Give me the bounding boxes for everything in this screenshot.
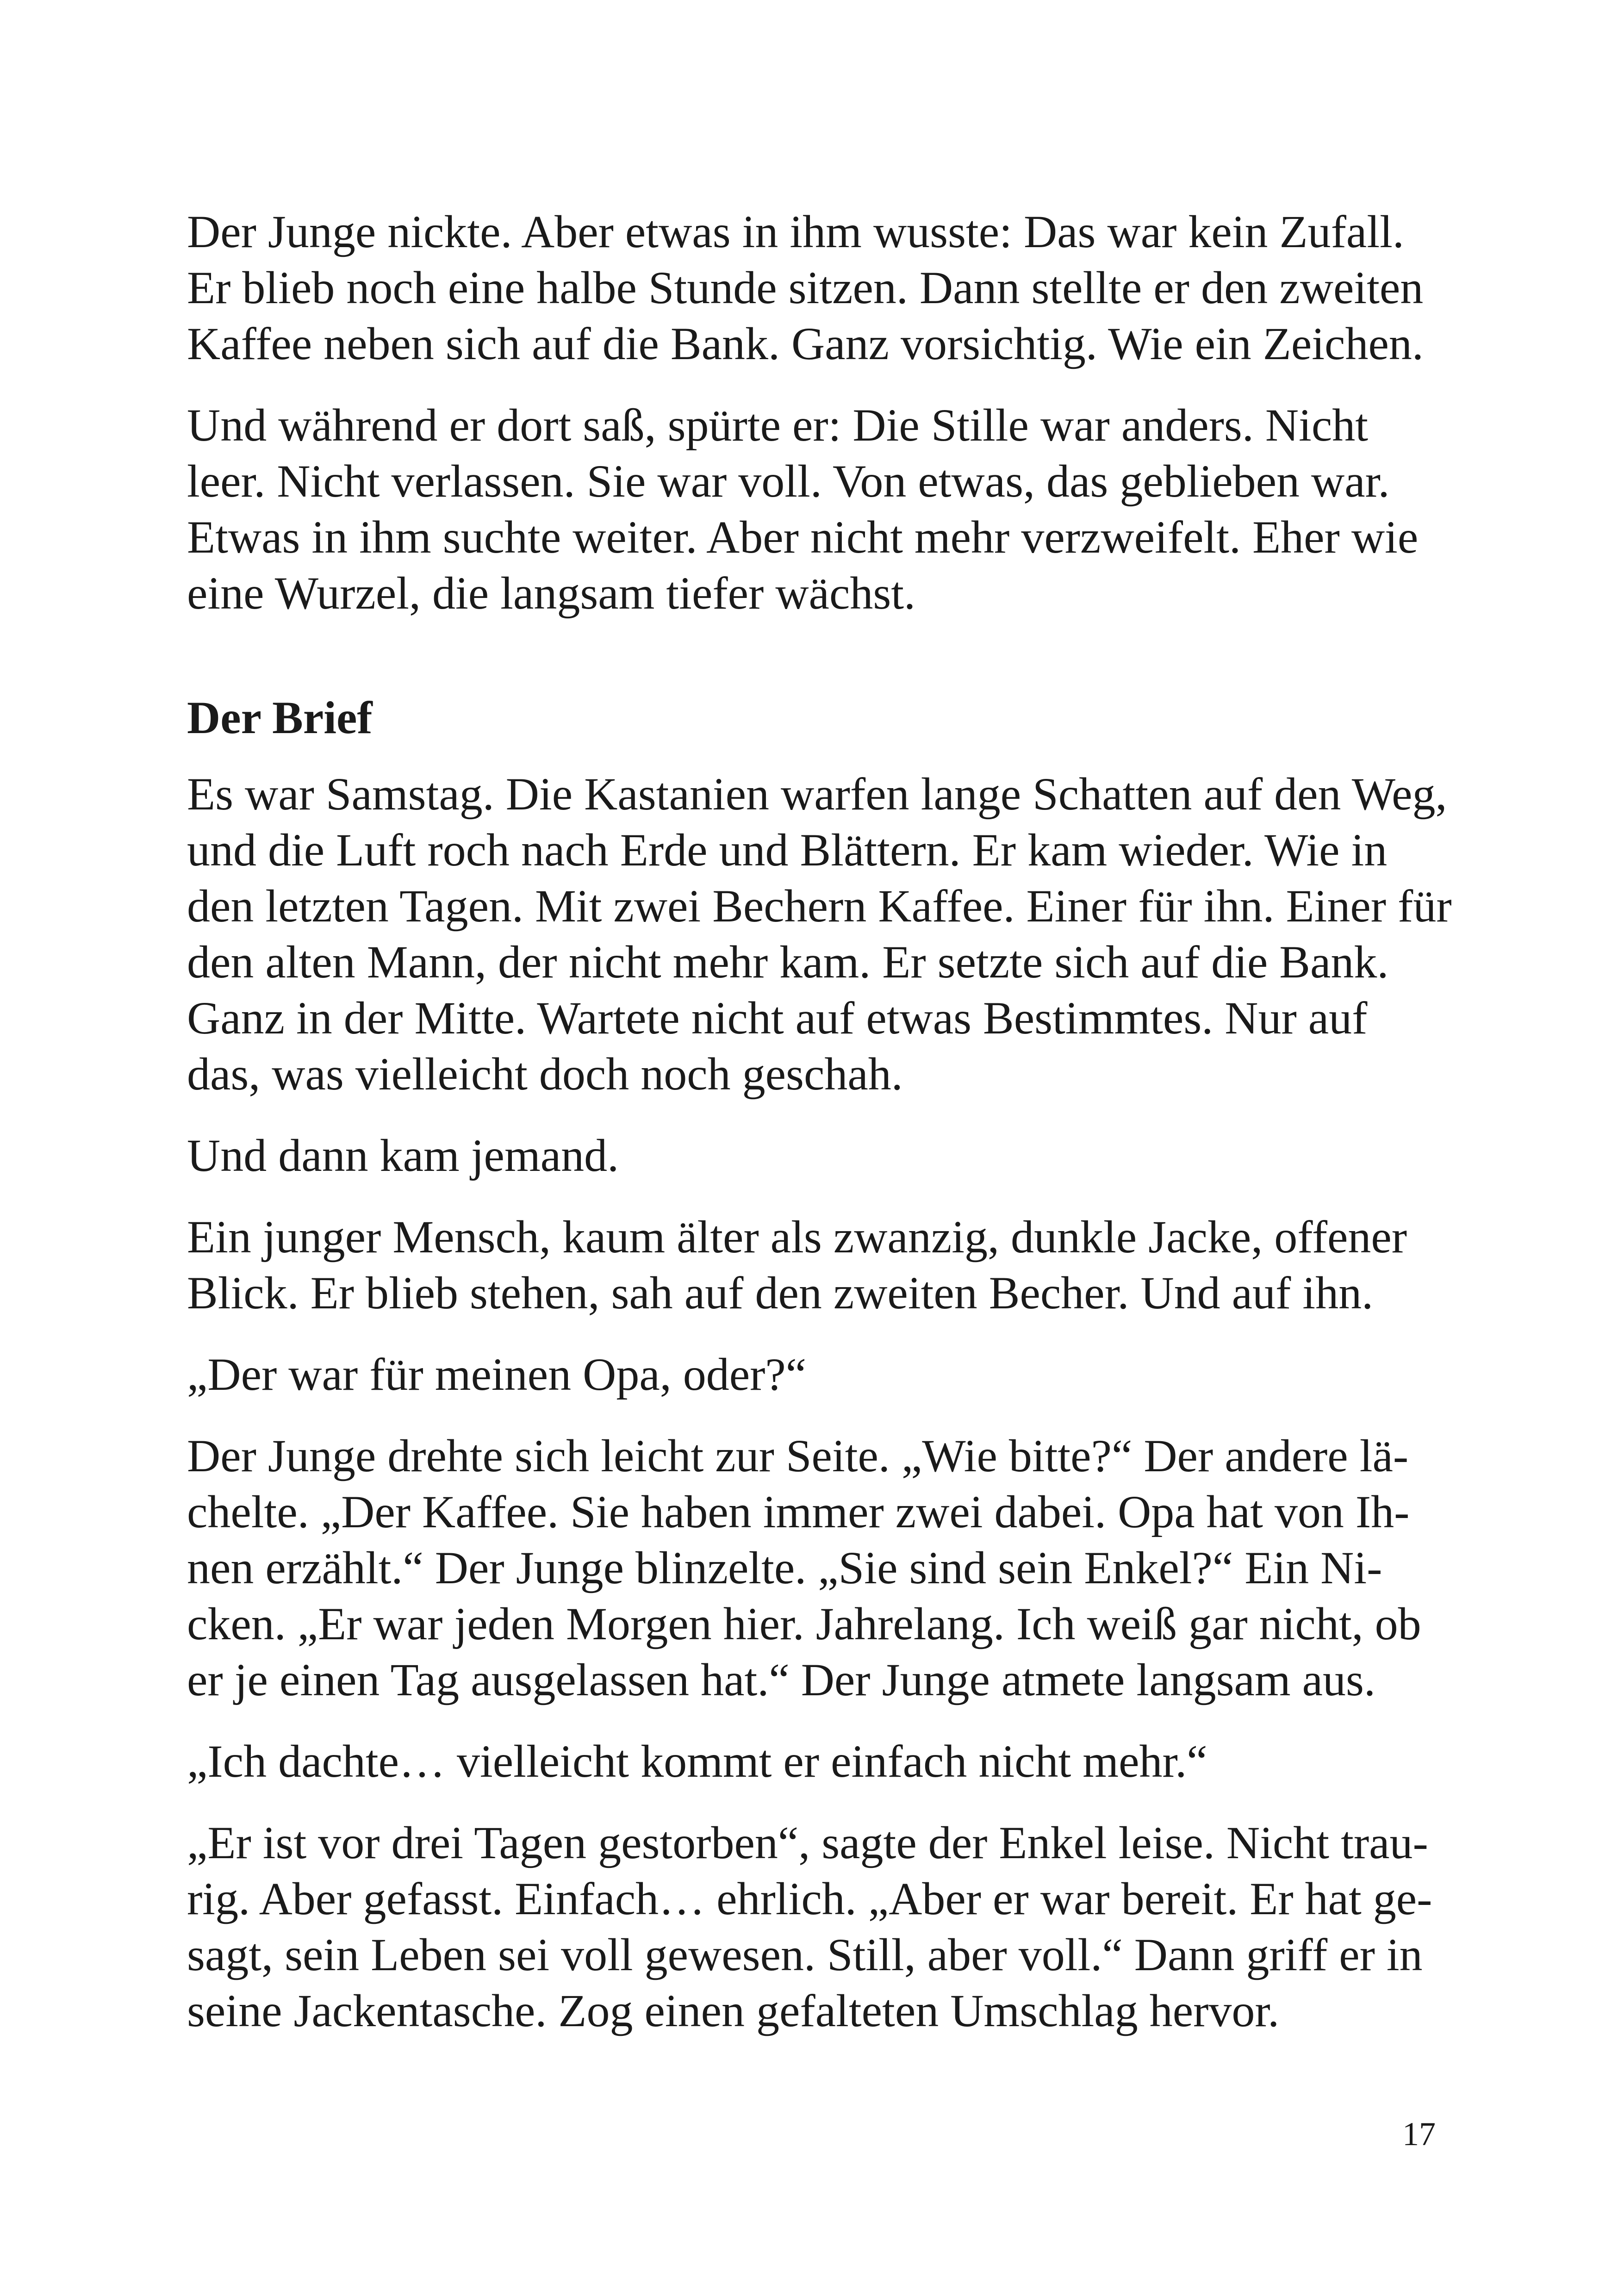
paragraph: [187, 204, 1460, 372]
text-line: er je einen Tag ausgelassen hat.“ Der Junge atmete langsam aus.: [187, 1654, 1375, 1705]
text-line: „Der war für meinen Opa, oder?“: [187, 1349, 807, 1400]
text-line: rig. Aber gefasst. Einfach… ehrlich. „Aber er war bereit. Er hat ge-: [187, 1873, 1432, 1924]
text-line: seine Jackentasche. Zog einen gefalteten Umschlag hervor.: [187, 1985, 1280, 2036]
paragraph: [187, 1428, 1460, 1708]
text-line: und die Luft roch nach Erde und Blättern. Er kam wieder. Wie in: [187, 824, 1388, 876]
chapter-title: Der Brief: [187, 692, 373, 743]
text-line: Kaffee neben sich auf die Bank. Ganz vorsichtig. Wie ein Zeichen.: [187, 318, 1424, 369]
paragraph: [187, 1209, 1460, 1321]
text-line: Der Junge nickte. Aber etwas in ihm wusste: Das war kein Zufall.: [187, 206, 1404, 257]
text-line: Blick. Er blieb stehen, sah auf den zweiten Becher. Und auf ihn.: [187, 1267, 1374, 1319]
text-line: den letzten Tagen. Mit zwei Bechern Kaffee. Einer für ihn. Einer für: [187, 880, 1452, 932]
paragraph: [187, 397, 1460, 621]
text-line: Ganz in der Mitte. Wartete nicht auf etwas Bestimmtes. Nur auf: [187, 992, 1368, 1044]
paragraph: [187, 1733, 1460, 1789]
text-line: Und dann kam jemand.: [187, 1130, 619, 1181]
text-line: Der Junge drehte sich leicht zur Seite. „Wie bitte?“ Der andere lä-: [187, 1430, 1409, 1481]
paragraph: [187, 1346, 1460, 1402]
text-line: chelte. „Der Kaffee. Sie haben immer zwei dabei. Opa hat von Ih-: [187, 1486, 1410, 1537]
text-line: „Er ist vor drei Tagen gestorben“, sagte der Enkel leise. Nicht trau-: [187, 1817, 1428, 1868]
text-line: sagt, sein Leben sei voll gewesen. Still, aber voll.“ Dann griff er in: [187, 1929, 1423, 1980]
text-line: „Ich dachte… vielleicht kommt er einfach nicht mehr.“: [187, 1736, 1207, 1787]
text-line: Es war Samstag. Die Kastanien warfen lange Schatten auf den Weg,: [187, 768, 1447, 820]
text-line: eine Wurzel, die langsam tiefer wächst.: [187, 567, 916, 619]
page-body: [187, 204, 1460, 2064]
chapter-text: [187, 766, 1460, 2039]
text-line: Ein junger Mensch, kaum älter als zwanzig, dunkle Jacke, offener: [187, 1211, 1407, 1263]
text-line: Er blieb noch eine halbe Stunde sitzen. Dann stellte er den zweiten: [187, 262, 1424, 313]
previous-section-text: [187, 204, 1460, 621]
text-line: den alten Mann, der nicht mehr kam. Er setzte sich auf die Bank.: [187, 936, 1389, 988]
text-line: Etwas in ihm suchte weiter. Aber nicht mehr verzweifelt. Eher wie: [187, 511, 1419, 563]
paragraph: [187, 1815, 1460, 2039]
page-number: 17: [1402, 2116, 1436, 2153]
text-line: leer. Nicht verlassen. Sie war voll. Von etwas, das geblieben war.: [187, 455, 1390, 507]
paragraph: [187, 1127, 1460, 1183]
text-line: das, was vielleicht doch noch geschah.: [187, 1048, 903, 1100]
text-line: nen erzählt.“ Der Junge blinzelte. „Sie sind sein Enkel?“ Ein Ni-: [187, 1542, 1382, 1593]
text-line: Und während er dort saß, spürte er: Die Stille war anders. Nicht: [187, 399, 1369, 451]
text-line: cken. „Er war jeden Morgen hier. Jahrelang. Ich weiß gar nicht, ob: [187, 1598, 1421, 1649]
paragraph: [187, 766, 1460, 1102]
